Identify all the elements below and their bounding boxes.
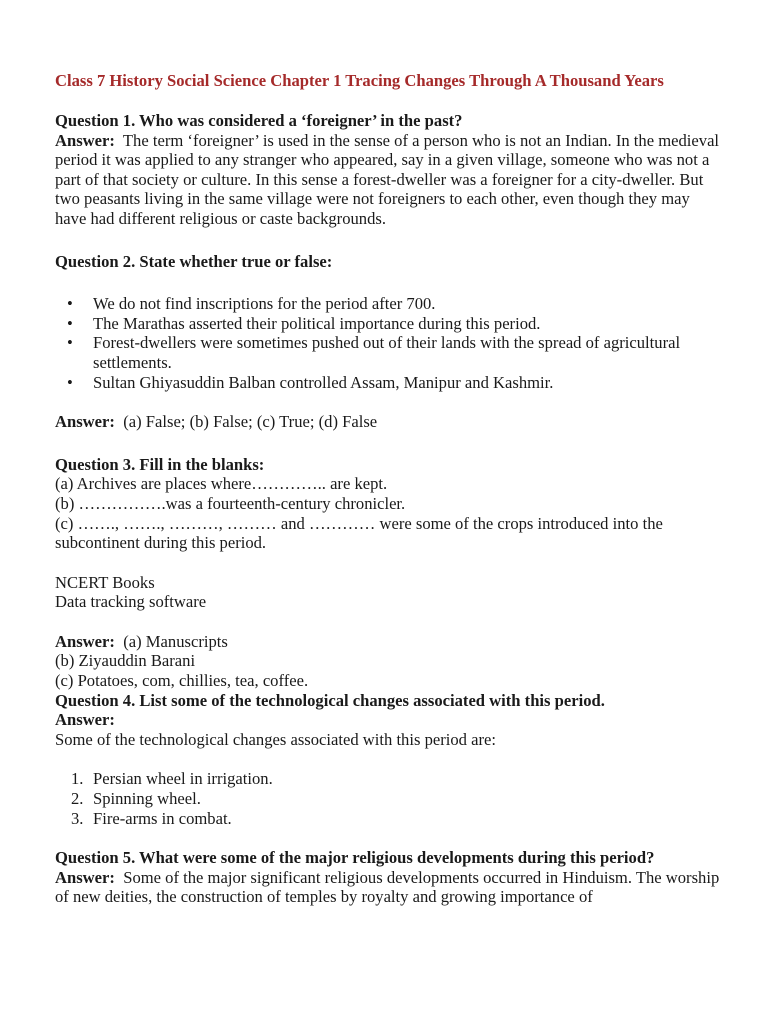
bullet-icon: • bbox=[67, 372, 73, 392]
data-tracking-text: Data tracking software bbox=[55, 592, 207, 612]
answer-1-text: The term ‘foreigner’ is used in the sense of a person who is not an Indian. In the medieval period it was applied to any stranger who appeared, say in a given village, someone who was not a part of that society or culture. In this sense a forest-dweller was a foreigner for a city-dweller. But two peasants living in the same village were not foreigners to each other, even though they may have had different religious or caste backgrounds. bbox=[55, 130, 720, 228]
list-item: 1. Persian wheel in irrigation. bbox=[71, 769, 273, 789]
answer-3-line-b: (b) Ziyauddin Barani bbox=[55, 651, 196, 671]
answer-1 bbox=[55, 131, 725, 229]
list-item: • Forest-dwellers were sometimes pushed out of their lands with the spread of agricultural settlements. bbox=[67, 333, 681, 372]
blank-line-a: (a) Archives are places where………….. are kept. bbox=[55, 474, 388, 494]
question-3: Question 3. Fill in the blanks: bbox=[55, 454, 265, 474]
question-4: Question 4. List some of the technological changes associated with this period. bbox=[55, 690, 605, 710]
blank-line-c: (c) ……., ……., ………, ……… and ………… were some of the crops introduced into the subcontinent during this period. bbox=[55, 513, 663, 553]
answer-5 bbox=[55, 868, 725, 907]
blank-line-b: (b) …………….was a fourteenth-century chronicler. bbox=[55, 493, 406, 513]
bullet-icon: • bbox=[67, 333, 73, 353]
answer-label: Answer: bbox=[55, 412, 115, 432]
list-item: 2. Spinning wheel. bbox=[71, 789, 201, 809]
list-item: • We do not find inscriptions for the period after 700. bbox=[67, 294, 436, 314]
answer-4-label: Answer: bbox=[55, 710, 115, 730]
list-item: • Sultan Ghiyasuddin Balban controlled Assam, Manipur and Kashmir. bbox=[67, 372, 554, 392]
page-title: Class 7 History Social Science Chapter 1 Tracing Changes Through A Thousand Years bbox=[55, 71, 664, 90]
answer-3-first: (a) Manuscripts bbox=[123, 631, 228, 651]
answer-label: Answer: bbox=[55, 631, 115, 651]
question-5: Question 5. What were some of the major religious developments during this period? bbox=[55, 848, 655, 868]
answer-2-text: (a) False; (b) False; (c) True; (d) False bbox=[123, 412, 378, 432]
list-item: • The Marathas asserted their political importance during this period. bbox=[67, 313, 541, 333]
answer-4-intro: Some of the technological changes associated with this period are: bbox=[55, 729, 496, 749]
answer-3-line-c: (c) Potatoes, com, chillies, tea, coffee. bbox=[55, 671, 309, 691]
answer-label: Answer: bbox=[55, 867, 115, 887]
document-content bbox=[55, 71, 725, 907]
question-1: Question 1. Who was considered a ‘foreigner’ in the past? bbox=[55, 111, 463, 130]
true-false-list bbox=[55, 294, 725, 392]
question-2: Question 2. State whether true or false: bbox=[55, 251, 333, 271]
ncert-books-text: NCERT Books bbox=[55, 572, 155, 592]
answer-5-text: Some of the major significant religious developments occurred in Hinduism. The worship of new deities, the construction of temples by royalty and growing importance of bbox=[55, 867, 720, 907]
answer-2 bbox=[55, 412, 725, 432]
answer-3 bbox=[55, 632, 725, 652]
tech-changes-list bbox=[55, 769, 725, 828]
list-item: 3. Fire-arms in combat. bbox=[71, 808, 232, 828]
answer-label: Answer: bbox=[55, 130, 115, 150]
bullet-icon: • bbox=[67, 313, 73, 333]
bullet-icon: • bbox=[67, 294, 73, 314]
